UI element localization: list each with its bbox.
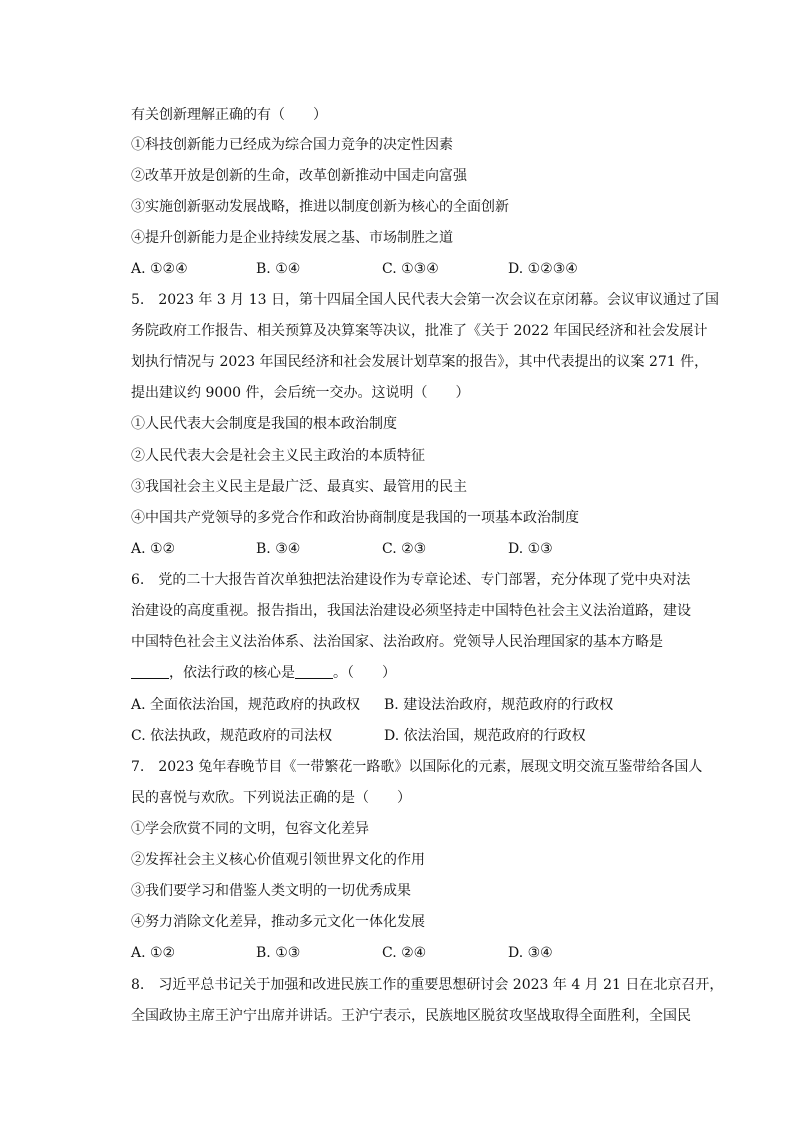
q4-option-c[interactable]: C. ①③④	[382, 261, 439, 277]
q6-option-d[interactable]: D. 依法治国，规范政府的行政权	[384, 728, 586, 744]
q6-stem-line-3: 中国特色社会主义法治体系、法治国家、法治政府。党领导人民治理国家的基本方略是	[131, 634, 663, 650]
q5-item-3: ③我国社会主义民主是最广泛、最真实、最管用的民主	[131, 479, 467, 495]
q7-stem-line-1: 7. 2023 兔年春晚节目《一带繁花一路歌》以国际化的元素，展现文明交流互鉴带给各国人	[131, 759, 703, 775]
q4-option-d[interactable]: D. ①②③④	[508, 261, 578, 277]
q7-option-c[interactable]: C. ②④	[382, 945, 427, 961]
q5-stem-line-1: 5. 2023 年 3 月 13 日，第十四届全国人民代表大会第一次会议在京闭幕。会议审议通过了国	[131, 292, 719, 308]
q6-stem-line-4	[131, 663, 691, 683]
q5-option-d[interactable]: D. ①③	[508, 541, 553, 557]
q8-stem-line-2: 全国政协主席王沪宁出席并讲话。王沪宁表示，民族地区脱贫攻坚战取得全面胜利，全国民	[131, 1008, 691, 1024]
q5-stem-line-4: 提出建议约 9000 件，会后统一交办。这说明（ ）	[131, 385, 470, 401]
q4-stem: 有关创新理解正确的有（ ）	[131, 107, 327, 123]
q6-stem-end: 。（ ）	[333, 665, 396, 681]
q5-option-c[interactable]: C. ②③	[382, 541, 427, 557]
q5-option-b[interactable]: B. ③④	[256, 541, 301, 557]
q7-item-3: ③我们要学习和借鉴人类文明的一切优秀成果	[131, 883, 411, 899]
q7-option-b[interactable]: B. ①③	[256, 945, 301, 961]
q5-stem-line-2: 务院政府工作报告、相关预算及决算案等决议，批准了《关于 2022 年国民经济和社会发展计	[131, 323, 708, 339]
q5-stem-line-3: 划执行情况与 2023 年国民经济和社会发展计划草案的报告》，其中代表提出的议案 271 件，	[131, 354, 709, 370]
q6-stem-line-1: 6. 党的二十大报告首次单独把法治建设作为专章论述、专门部署，充分体现了党中央对法	[131, 572, 691, 588]
q6-option-b[interactable]: B. 建设法治政府，规范政府的行政权	[384, 697, 614, 713]
q7-stem-line-2: 民的喜悦与欢欣。下列说法正确的是（ ）	[131, 790, 411, 806]
q8-stem-line-1: 8. 习近平总书记关于加强和改进民族工作的重要思想研讨会 2023 年 4 月 21 日在北京召开，	[131, 977, 724, 993]
q6-blank-1[interactable]	[131, 664, 169, 679]
q4-option-a[interactable]: A. ①②④	[131, 261, 188, 277]
q5-item-1: ①人民代表大会制度是我国的根本政治制度	[131, 416, 397, 432]
q6-option-a[interactable]: A. 全面依法治国，规范政府的执政权	[131, 697, 361, 713]
q7-item-2: ②发挥社会主义核心价值观引领世界文化的作用	[131, 852, 425, 868]
q5-item-4: ④中国共产党领导的多党合作和政治协商制度是我国的一项基本政治制度	[131, 510, 579, 526]
q6-stem-mid: ，依法行政的核心是	[169, 665, 295, 681]
q7-item-4: ④努力消除文化差异，推动多元文化一体化发展	[131, 914, 425, 930]
q4-item-4: ④提升创新能力是企业持续发展之基、市场制胜之道	[131, 230, 453, 246]
q4-item-2: ②改革开放是创新的生命，改革创新推动中国走向富强	[131, 168, 467, 184]
q6-blank-2[interactable]	[295, 664, 333, 679]
q4-option-b[interactable]: B. ①④	[256, 261, 301, 277]
q7-option-a[interactable]: A. ①②	[131, 945, 176, 961]
q7-option-d[interactable]: D. ③④	[508, 945, 553, 961]
q6-stem-line-2: 治建设的高度重视。报告指出，我国法治建设必须坚持走中国特色社会主义法治道路，建设	[131, 603, 691, 619]
q5-item-2: ②人民代表大会是社会主义民主政治的本质特征	[131, 448, 425, 464]
q7-item-1: ①学会欣赏不同的文明，包容文化差异	[131, 821, 369, 837]
q4-item-3: ③实施创新驱动发展战略，推进以制度创新为核心的全面创新	[131, 199, 509, 215]
q5-option-a[interactable]: A. ①②	[131, 541, 176, 557]
q6-option-c[interactable]: C. 依法执政，规范政府的司法权	[131, 728, 333, 744]
q4-item-1: ①科技创新能力已经成为综合国力竞争的决定性因素	[131, 137, 453, 153]
